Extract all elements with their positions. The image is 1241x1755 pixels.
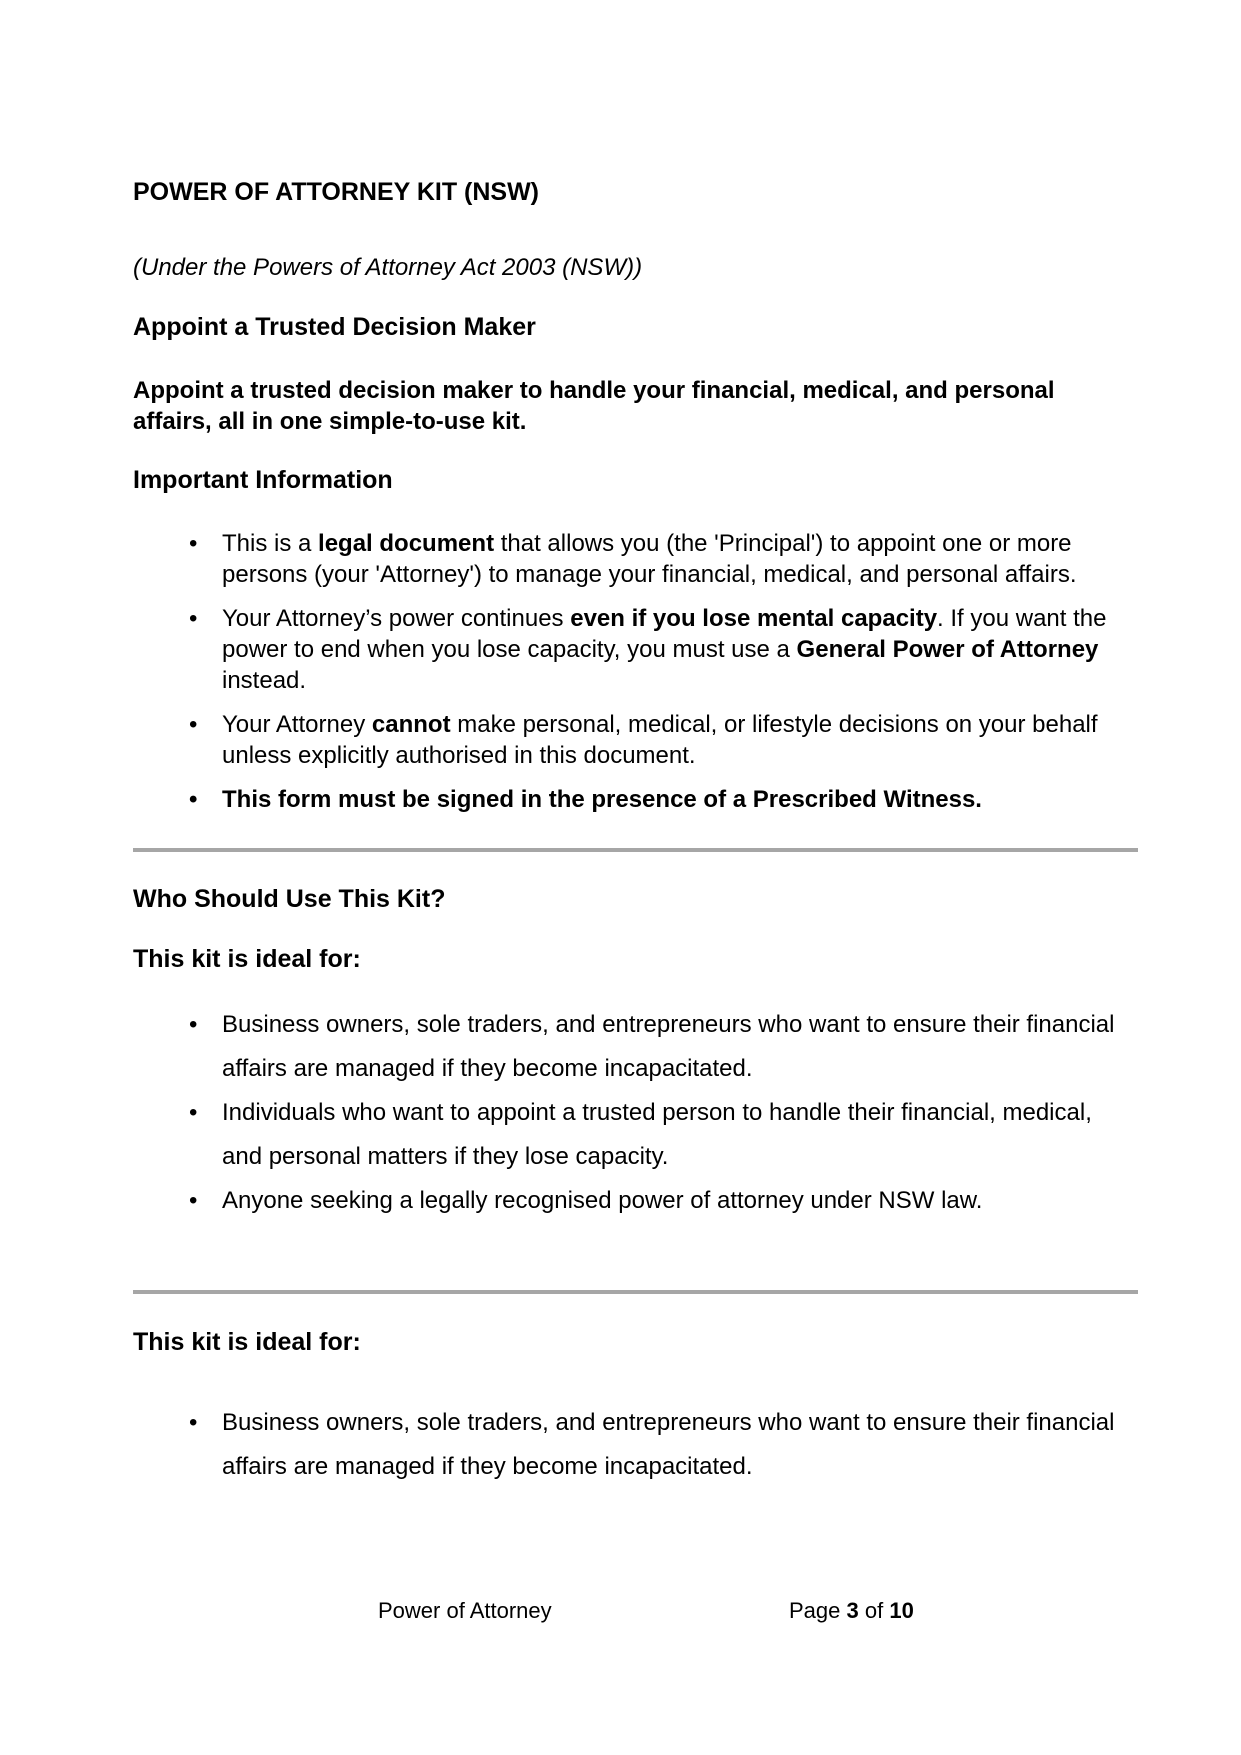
heading-ideal-for-repeat: This kit is ideal for: — [133, 1328, 361, 1356]
list-item: • Anyone seeking a legally recognised power of attorney under NSW law. — [133, 1179, 1138, 1223]
heading-important-information: Important Information — [133, 466, 393, 494]
heading-appoint-decision-maker: Appoint a Trusted Decision Maker — [133, 313, 536, 341]
list-item: • This form must be signed in the presence of a Prescribed Witness. — [133, 784, 1138, 815]
list-item: • Your Attorney’s power continues even if you lose mental capacity. If you want the power to end when you lose capacity, you must use a General Power of Attorney instead. — [133, 603, 1138, 696]
list-item: • Business owners, sole traders, and entrepreneurs who want to ensure their financial affairs are managed if they become incapacitated. — [133, 1401, 1138, 1489]
list-item: • Individuals who want to appoint a trusted person to handle their financial, medical, and personal matters if they lose capacity. — [133, 1091, 1138, 1179]
important-information-list — [133, 528, 1138, 815]
ideal-for-list — [133, 1003, 1138, 1223]
intro-paragraph: Appoint a trusted decision maker to handle your financial, medical, and personal affairs, all in one simple-to-use kit. — [133, 377, 1055, 435]
doc-subtitle: (Under the Powers of Attorney Act 2003 (NSW)) — [133, 254, 643, 281]
ideal-for-list-repeat — [133, 1401, 1138, 1489]
section-divider — [133, 1290, 1138, 1294]
heading-who-should-use: Who Should Use This Kit? — [133, 885, 446, 913]
page-footer — [0, 1598, 1241, 1628]
heading-ideal-for: This kit is ideal for: — [133, 945, 361, 973]
list-item: • Your Attorney cannot make personal, medical, or lifestyle decisions on your behalf unless explicitly authorised in this document. — [133, 709, 1138, 771]
doc-title: POWER OF ATTORNEY KIT (NSW) — [133, 178, 540, 206]
list-item: • This is a legal document that allows you (the 'Principal') to appoint one or more persons (your 'Attorney') to manage your financial, medical, and personal affairs. — [133, 528, 1138, 590]
section-divider — [133, 848, 1138, 852]
footer-page-number: Page 3 of 10 — [789, 1598, 914, 1623]
footer-doc-name: Power of Attorney — [378, 1598, 552, 1623]
list-item: • Business owners, sole traders, and entrepreneurs who want to ensure their financial affairs are managed if they become incapacitated. — [133, 1003, 1138, 1091]
